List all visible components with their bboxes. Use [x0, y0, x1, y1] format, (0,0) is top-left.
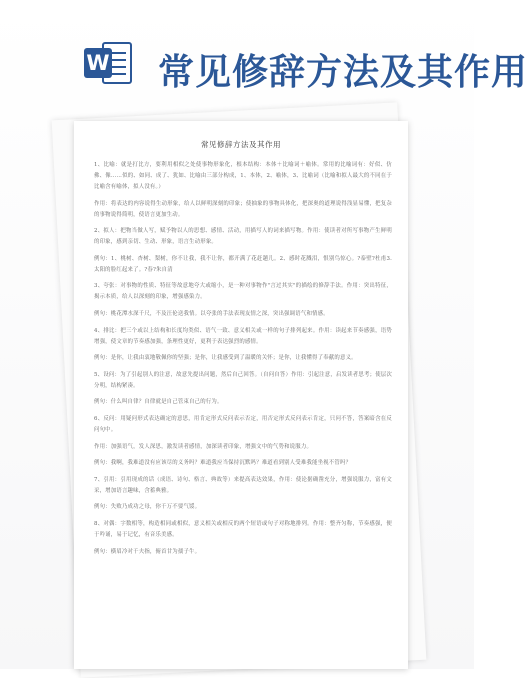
paragraph: 作用：加强语气，发人深思，激发读者感情，加深读者印象，增强文中的气势和说服力。	[94, 443, 313, 450]
paragraph: 例句：桃花潭水深千尺，不及汪伦送我情。以夸张的手法表现友情之深，突出强调语气和情感。	[94, 310, 329, 317]
paragraph: 例句：我啊，我难道没有应该尽的义务吗？难道我应当保持沉默吗？难道看到别人受难我能坐视不管吗？	[94, 460, 352, 467]
paragraph: 6、反问：用疑问形式表达确定的意思，用肯定形式反问表示否定，用否定形式反问表示肯定，只问不答，答案暗含在反问句中。	[94, 415, 392, 433]
paragraph: 2、拟人：把物当做人写，赋予物以人的思想、感情、活动，用描写人的词来描写物。作用：使读者对所写事物产生鲜明的印象，感到亲切、生动、形象，语言生动形象。	[94, 228, 392, 246]
document-title: 常见修辞方法及其作用	[201, 140, 281, 149]
paragraph: 4、排比：把三个或以上结构和长度均类似、语气一致、意义相关或一样的句子排列起来。作用：读起来节奏感强，语势增强，使文章的节奏感加强，条理性更好，更利于表达强烈的感情。	[94, 327, 392, 345]
paragraph: 例句：是你，让我由衷地敬佩你的坚强；是你，让我感受到了温暖的关怀；是你，让我懂得了奉献的意义。	[94, 355, 357, 362]
paragraph: 例句：什么叫自律？自律就是自己管束自己的行为。	[94, 399, 223, 406]
paragraph: 3、夸张：对事物的性质、特征等故意地夸大或缩小，是一种对事物作"言过其实"的描绘的修辞手法。作用：突出特征，揭示本质，给人以深刻的印象，增强感染力。	[94, 283, 392, 301]
document-sheet	[74, 121, 408, 669]
paragraph: 作用：将表达的内容说得生动形象，给人以鲜明深刻的印象；使抽象的事物具体化，把深奥的道理说得浅显易懂，把复杂的事物说得简明，使语言更加生动。	[94, 200, 392, 218]
paragraph: 例句：横眉冷对千夫指，俯首甘为孺子牛。	[94, 548, 201, 555]
word-document-icon	[84, 38, 134, 88]
paragraph: 1、比喻：就是打比方，要利用相似之处使事物形象化，根本结构：本体＋比喻词＋喻体。常用的比喻词有：好似、仿佛、像……似的、如同、成了、犹如、比喻由三部分构成，1、本体，2、喻体，3、比喻词（比喻和拟人最大的不同在于比喻含有喻体，拟人没有。）	[94, 162, 392, 190]
paragraph: 例句：失败乃成功之母，你千万不要气馁。	[94, 504, 201, 511]
paragraph: 7、引用：引用现成的话（成语、诗句、格言、典故等）来提高表达效果，作用：使论据确凿充分，增强说服力，富有文采，增加语言趣味，含蓄典雅。	[94, 476, 392, 494]
paragraph: 5、设问：为了引起别人的注意，故意先提出问题，然后自己回答。（自问自答）作用：引起注意，启发读者思考；使层次分明，结构紧凑。	[94, 371, 392, 389]
word-logo-letter: W	[84, 48, 112, 78]
paragraph: 例句：1、桃树、杏树、梨树，你不让我，我不让你，都开满了花赶趟儿。2、感时花溅泪，恨别鸟惊心。?泰壁?杜甫3.太阳的脸红起来了。?春?朱自清	[94, 255, 392, 273]
paragraph: 8、对偶：字数相等，构造相同或相似，意义相关或相反的两个短语或句子对称地排列。作用：整齐匀称，节奏感强，便于吟诵，易于记忆，有音乐美感。	[94, 520, 392, 538]
document-body	[74, 160, 408, 558]
header-banner	[0, 0, 528, 110]
page-title: 常见修辞方法及其作用	[158, 52, 528, 93]
